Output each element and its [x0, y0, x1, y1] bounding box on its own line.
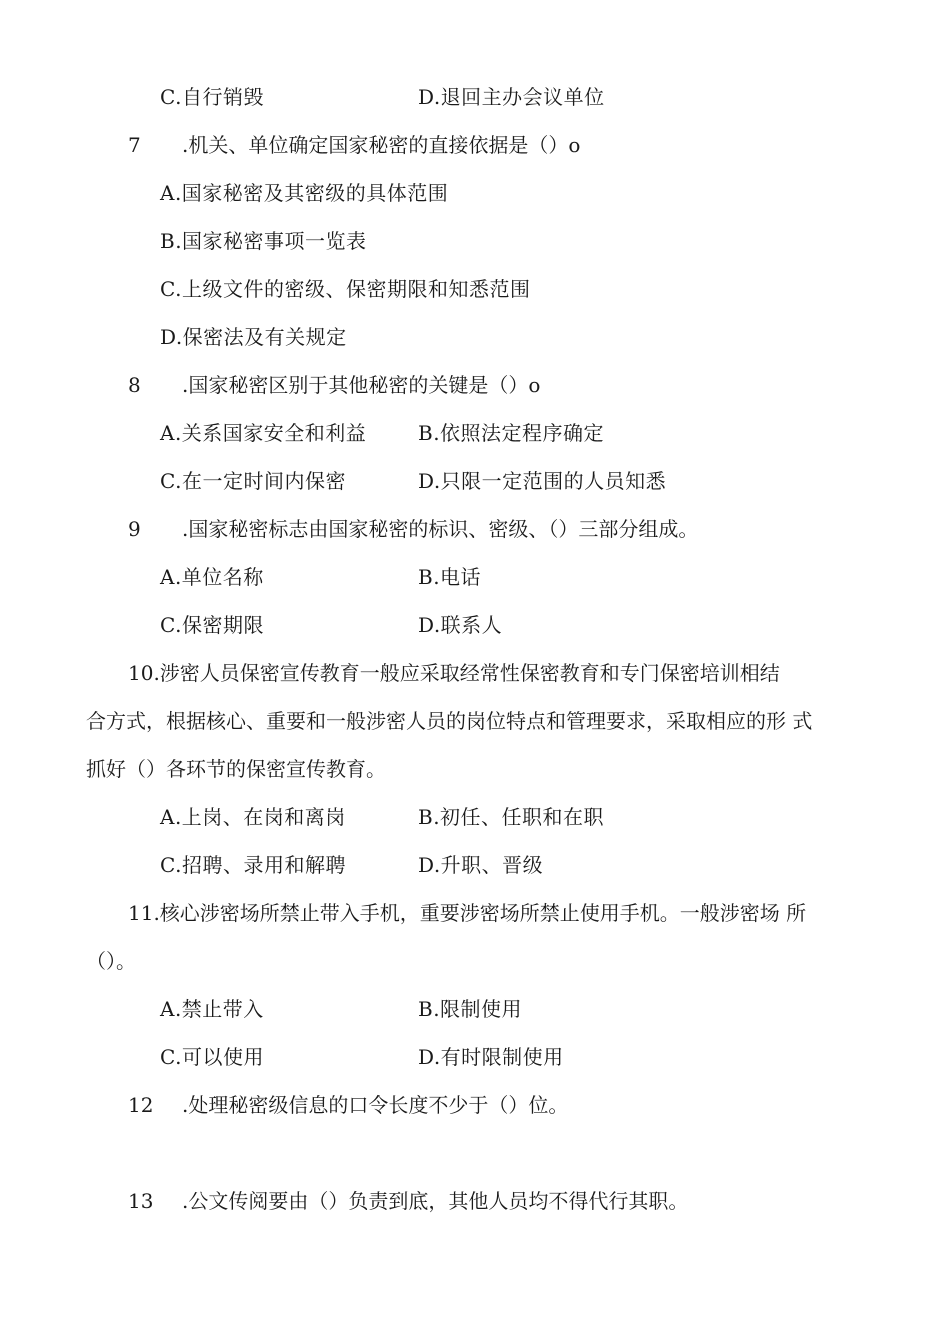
- q9-option-a: A.单位名称: [160, 565, 264, 589]
- q12-number: 12: [128, 1093, 154, 1117]
- q8-number: 8: [128, 373, 141, 397]
- q7-option-b: B.国家秘密事项一览表: [160, 229, 367, 253]
- q11-option-d: D.有时限制使用: [418, 1045, 564, 1069]
- q12-question: .处理秘密级信息的口令长度不少于（）位。: [182, 1093, 569, 1117]
- q7-number: 7: [128, 133, 141, 157]
- q9-question: .国家秘密标志由国家秘密的标识、密级、（）三部分组成。: [182, 517, 699, 541]
- q13-question: .公文传阅要由（）负责到底，其他人员均不得代行其职。: [182, 1189, 689, 1213]
- q7-option-d: D.保密法及有关规定: [160, 325, 347, 349]
- q9-option-c: C.保密期限: [160, 613, 264, 637]
- q8-option-a: A.关系国家安全和利益: [160, 421, 367, 445]
- q8-question: .国家秘密区别于其他秘密的关键是（）o: [182, 373, 541, 397]
- q6-option-d: D.退回主办会议单位: [418, 85, 605, 109]
- q10-question-line-2: 合方式，根据核心、重要和一般涉密人员的岗位特点和管理要求，采取相应的形 式: [86, 709, 813, 733]
- q10-option-a: A.上岗、在岗和离岗: [160, 805, 346, 829]
- q9-option-b: B.电话: [418, 565, 482, 589]
- q13-number: 13: [128, 1189, 154, 1213]
- q11-question-line-1: 11.核心涉密场所禁止带入手机，重要涉密场所禁止使用手机。一般涉密场 所: [128, 901, 807, 925]
- q10-question-line-1: 10.涉密人员保密宣传教育一般应采取经常性保密教育和专门保密培训相结: [128, 661, 780, 685]
- q9-number: 9: [128, 517, 141, 541]
- q10-option-d: D.升职、晋级: [418, 853, 544, 877]
- q11-option-c: C.可以使用: [160, 1045, 264, 1069]
- q7-option-c: C.上级文件的密级、保密期限和知悉范围: [160, 277, 531, 301]
- q7-option-a: A.国家秘密及其密级的具体范围: [160, 181, 449, 205]
- q11-question-line-2: （）。: [86, 949, 136, 973]
- q8-option-b: B.依照法定程序确定: [418, 421, 605, 445]
- q11-option-b: B.限制使用: [418, 997, 523, 1021]
- q8-option-d: D.只限一定范围的人员知悉: [418, 469, 667, 493]
- q8-option-c: C.在一定时间内保密: [160, 469, 346, 493]
- q6-option-c: C.自行销毁: [160, 85, 264, 109]
- q10-option-b: B.初任、任职和在职: [418, 805, 605, 829]
- q9-option-d: D.联系人: [418, 613, 503, 637]
- q10-question-line-3: 抓好（）各环节的保密宣传教育。: [86, 757, 386, 781]
- q7-question: .机关、单位确定国家秘密的直接依据是（）o: [182, 133, 581, 157]
- q11-option-a: A.禁止带入: [160, 997, 264, 1021]
- q10-option-c: C.招聘、录用和解聘: [160, 853, 346, 877]
